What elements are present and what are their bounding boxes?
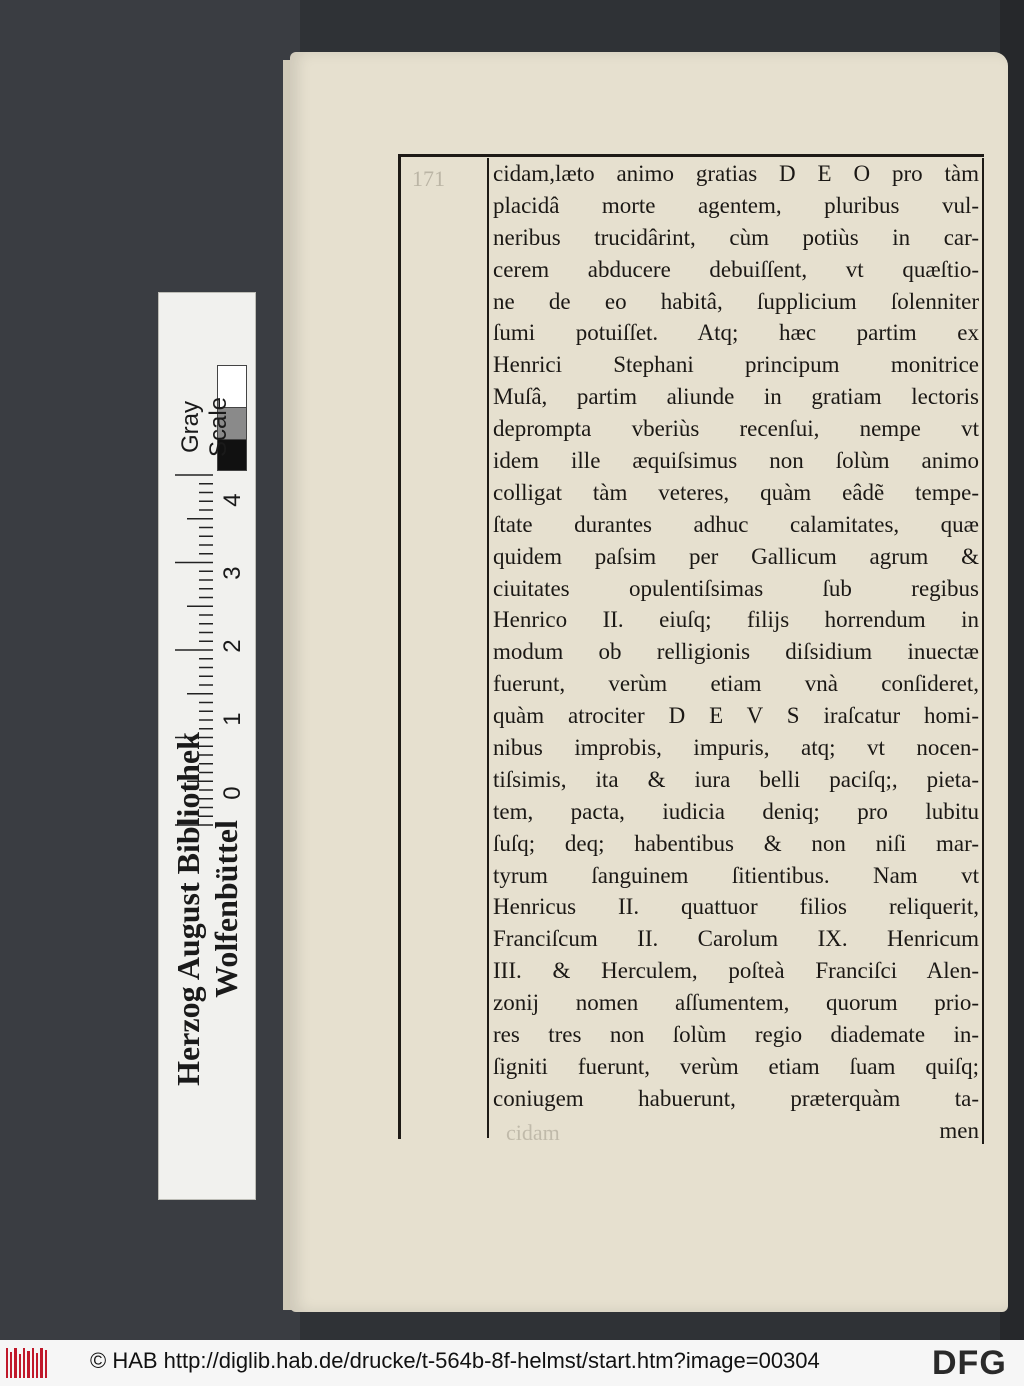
text-line: Henrici Stephani principum monitrice [493, 352, 979, 378]
text-line: tyrum ſanguinem ſitientibus. Nam vt [493, 862, 979, 888]
text-line: ſumi potuiſſet. Atq; hæc partim ex [493, 320, 979, 346]
institution-city: Wolfenbüttel [208, 820, 244, 998]
ruler-number-2: 2 [219, 639, 246, 653]
footer-bar [0, 1340, 1024, 1386]
text-line: modum ob relligionis diſsidium inuectæ [493, 639, 979, 665]
text-line: deprompta vberiùs recenſui, nempe vt [493, 416, 979, 442]
text-line: cerem abducere debuiſſent, vt quæſtio- [493, 256, 979, 282]
text-line: Muſâ, partim aliunde in gratiam lectoris [493, 384, 979, 410]
text-line: cidam,læto animo gratias D E O pro tàm [493, 161, 979, 186]
frame-rule-right [982, 158, 984, 1144]
text-line: placidâ morte agentem, pluribus vul- [493, 192, 979, 218]
ghost-catchword: cidam [506, 1120, 560, 1145]
dfg-logo: DFG [932, 1344, 1007, 1382]
text-line: ſigniti fuerunt, verùm etiam ſuam quiſq; [493, 1053, 979, 1079]
text-line: III. & Herculem, poſteà Franciſci Alen- [493, 958, 979, 984]
text-line: coniugem habuerunt, præterquàm ta- [493, 1085, 979, 1111]
ruler-number-1: 1 [219, 712, 246, 726]
frame-rule-top [398, 154, 984, 157]
text-line: idem ille æquiſsimus non ſolùm animo [493, 448, 979, 474]
copyright-url[interactable]: © HAB http://diglib.hab.de/drucke/t-564b-8f-helmst/start.htm?image=00304 [90, 1348, 820, 1373]
scale-ruler [158, 292, 256, 1200]
text-line: colligat tàm veteres, quàm eâdẽ tempe- [493, 479, 979, 505]
text-line: neribus trucidârint, cùm potiùs in car- [493, 224, 979, 250]
text-line: nibus improbis, impuris, atq; vt nocen- [493, 735, 979, 761]
frame-rule-left [398, 154, 401, 1139]
text-line: tem, pacta, iudicia deniq; pro lubitu [493, 798, 979, 824]
frame-rule-inner [487, 158, 489, 1138]
text-line: ne de eo habitâ, ſupplicium ſolenniter [493, 288, 979, 314]
institution-label [169, 629, 245, 1189]
ruler-number-0: 0 [219, 786, 246, 800]
text-line: tiſsimis, ita & iura belli paciſq;, pieta- [493, 766, 979, 792]
institution-name: Herzog August Bibliothek [170, 732, 206, 1086]
text-line: ſuſq; deq; habentibus & non niſi mar- [493, 830, 979, 856]
text-line: quàm atrociter D E V S iraſcatur homi- [493, 703, 979, 729]
text-line: Franciſcum II. Carolum IX. Henricum [493, 926, 979, 952]
barcode-icon [6, 1348, 48, 1378]
text-line: quidem paſsim per Gallicum agrum & [493, 543, 979, 569]
text-line: ſtate durantes adhuc calamitates, quæ [493, 511, 979, 537]
text-line: men [939, 1117, 979, 1143]
text-line: res tres non ſolùm regio diademate in- [493, 1022, 979, 1048]
text-line: zonij nomen aſſumentem, quorum prio- [493, 990, 979, 1016]
ruler-number-4: 4 [219, 493, 246, 507]
text-line: ciuitates opulentiſsimas ſub regibus [493, 575, 979, 601]
gray-scale-label: Gray Scale [177, 396, 232, 458]
ruler-number-3: 3 [219, 566, 246, 580]
page-number: 171 [412, 166, 445, 191]
text-line: Henricus II. quattuor filios reliquerit, [493, 894, 979, 920]
text-line: fuerunt, verùm etiam vnà conſideret, [493, 671, 979, 697]
text-line: Henrico II. eiuſq; filijs horrendum in [493, 607, 979, 633]
page-text-block [493, 158, 979, 1147]
